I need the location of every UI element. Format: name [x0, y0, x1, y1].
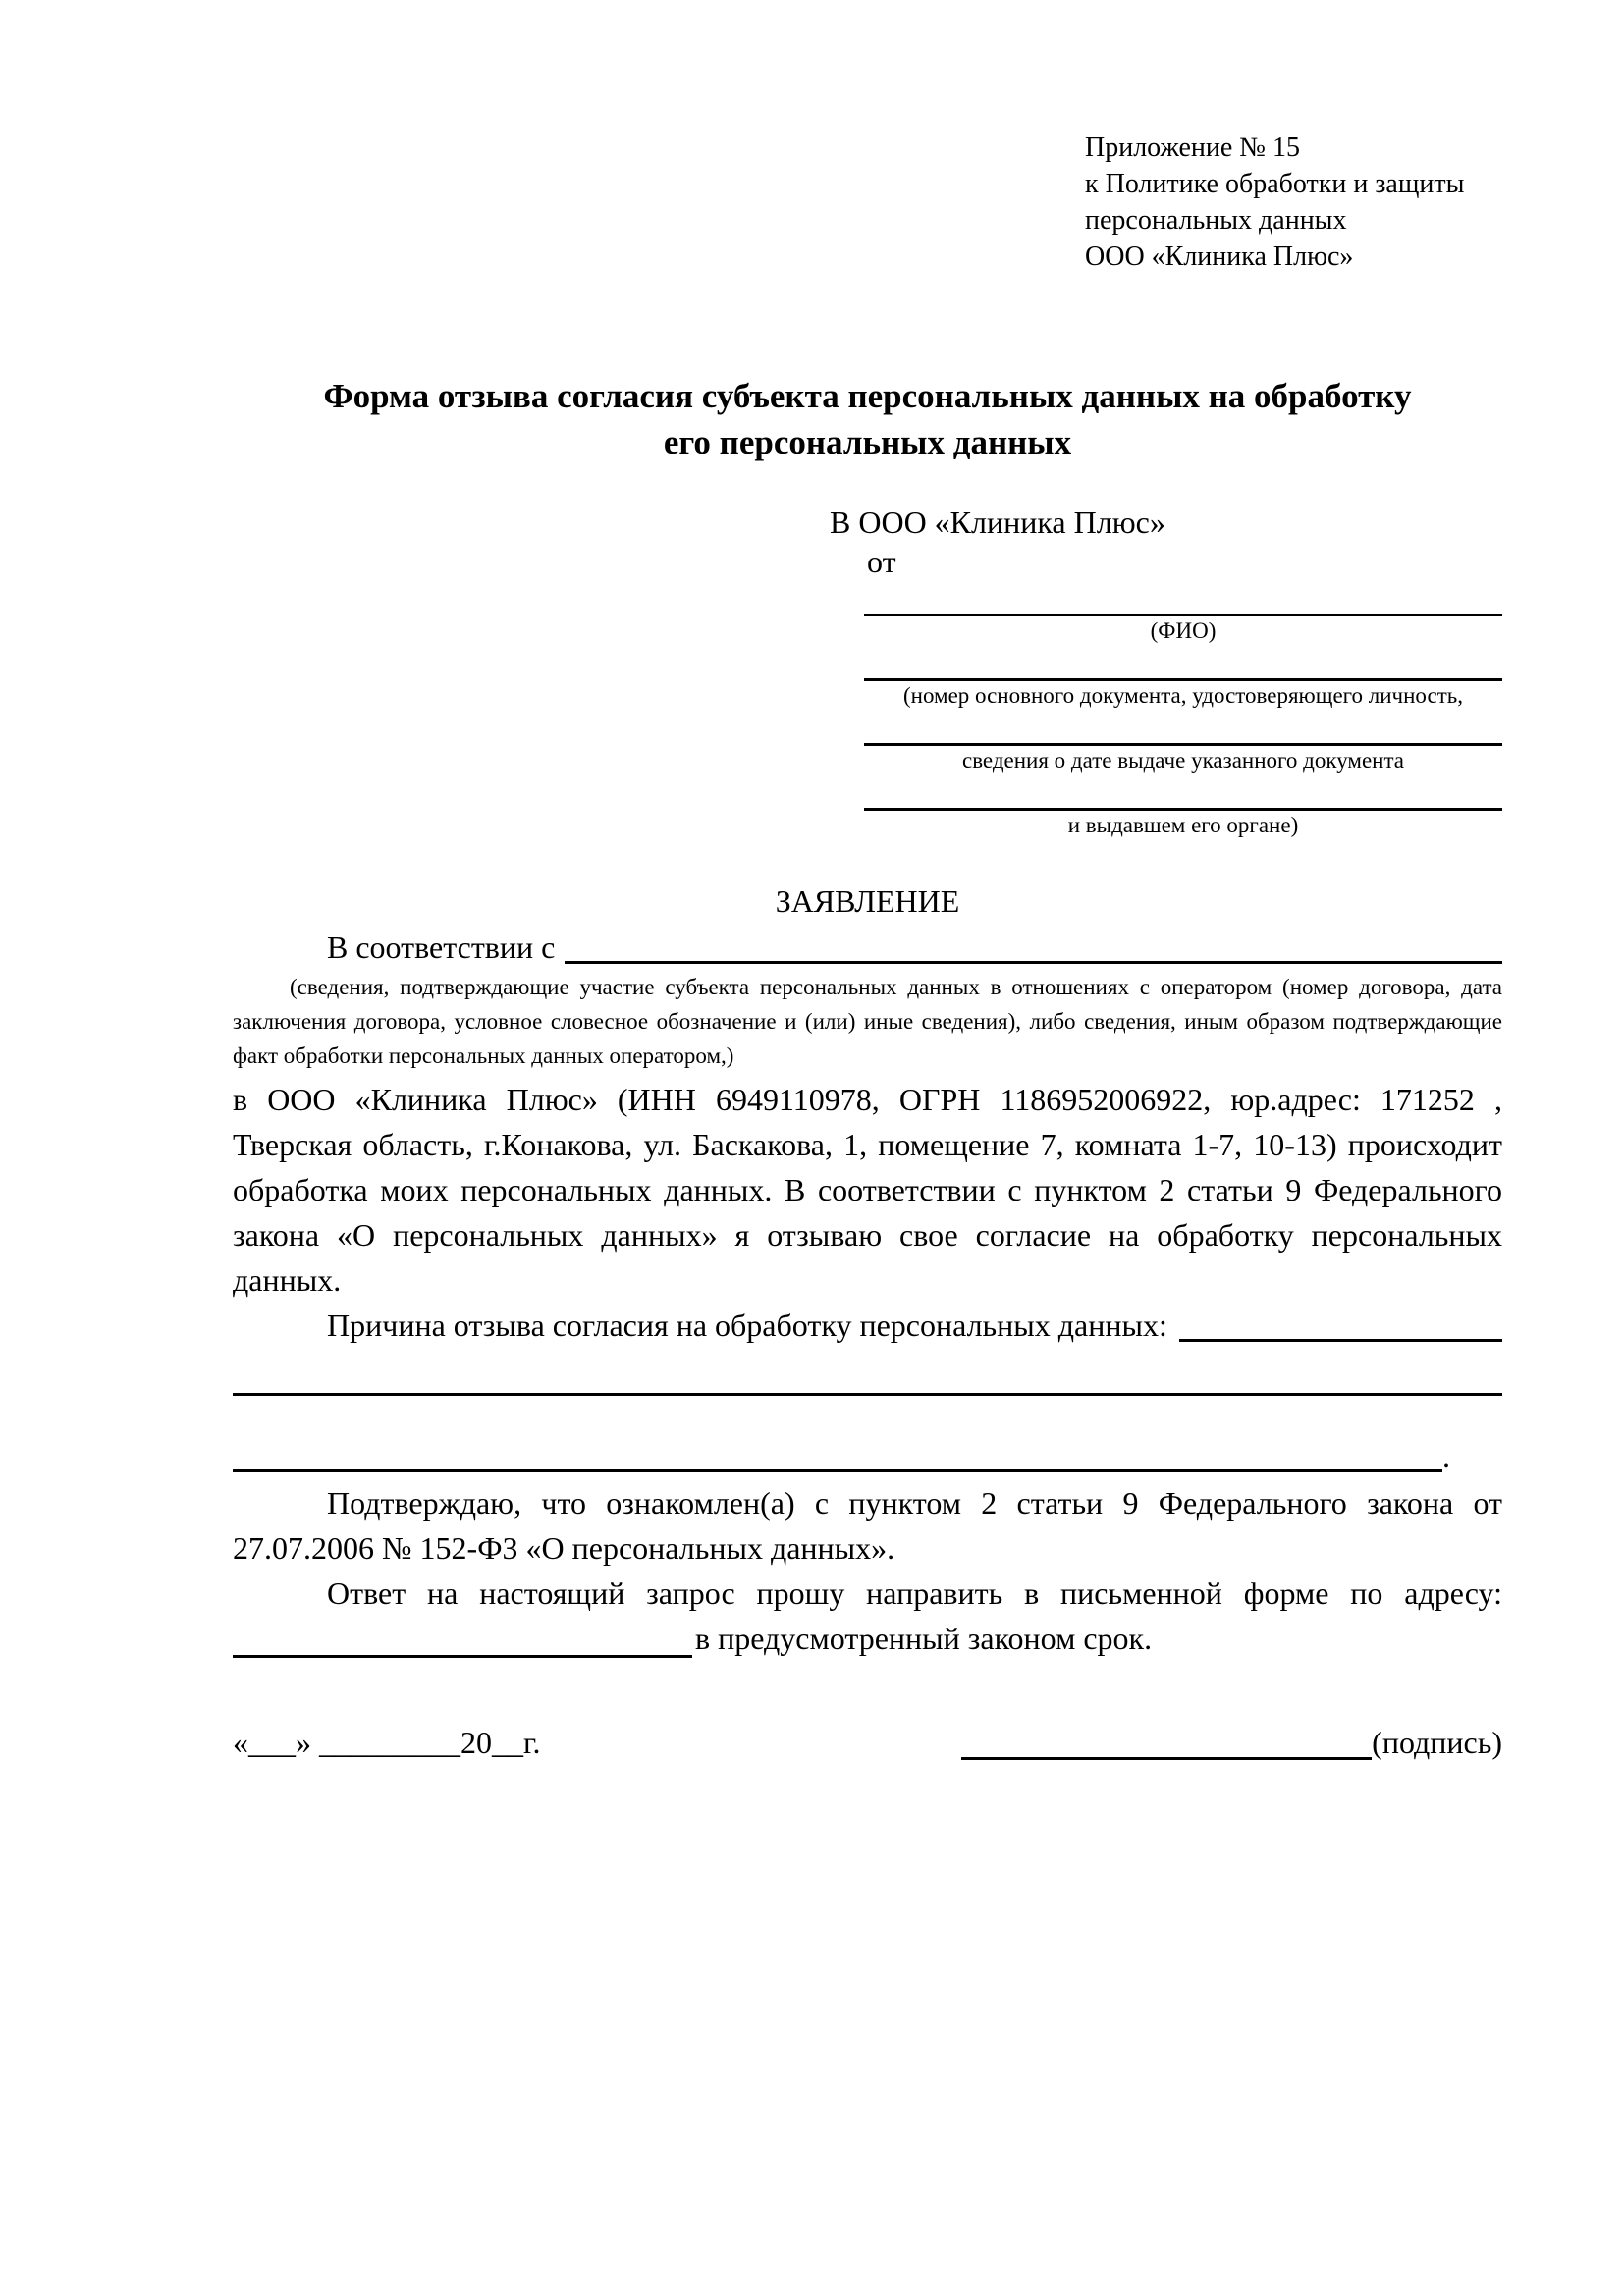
reason-blank-line-2-rule	[233, 1431, 1442, 1472]
confirmation-paragraph: Подтверждаю, что ознакомлен(а) с пунктом 2 статьи 9 Федерального закона от 27.07.2006 № 152-ФЗ «О персональных данных».	[233, 1485, 1502, 1566]
reason-blank-line-1	[233, 1393, 1502, 1396]
issue-date-blank-line	[864, 711, 1502, 746]
addressee-organization: В ООО «Клиника Плюс»	[830, 505, 1165, 540]
document-title-line: его персональных данных	[663, 423, 1072, 461]
signature-row	[233, 1722, 1502, 1763]
reason-line	[233, 1303, 1502, 1348]
reason-label: Причина отзыва согласия на обработку персональных данных:	[327, 1308, 1167, 1343]
fio-field	[864, 581, 1502, 646]
document-number-caption: (номер основного документа, удостоверяющего личность,	[902, 683, 1463, 708]
signature-blank-line	[961, 1722, 1372, 1760]
reason-blank-line-2	[233, 1431, 1502, 1472]
reply-address-blank-line	[233, 1616, 692, 1658]
reason-blank-line-inline	[1179, 1303, 1502, 1342]
issue-date-field	[864, 711, 1502, 775]
basis-footnote: (сведения, подтверждающие участие субъекта персональных данных в отношениях с оператором (номер договора, дата заключения договора, условное словесное обозначение и (или) иные сведения), либо сведения, иным образом подтверждающие факт обработки персональных данных оператором,)	[233, 975, 1502, 1068]
addressee-block	[830, 503, 1502, 840]
fio-blank-line	[864, 581, 1502, 616]
basis-prefix: В соответствии с	[327, 930, 556, 965]
basis-blank-line	[565, 925, 1502, 964]
body-paragraph: в ООО «Клиника Плюс» (ИНН 6949110978, ОГРН 1186952006922, юр.адрес: 171252 , Тверская область, г.Конакова, ул. Баскакова, 1, помещение 7, комната 1-7, 10-13) происходит обработка моих персональных данных. В соответствии с пунктом 2 статьи 9 Федерального закона «О персональных данных» я отзываю свое согласие на обработку персональных данных.	[233, 1082, 1502, 1298]
signature-caption: (подпись)	[1372, 1725, 1502, 1760]
signature-group	[961, 1722, 1502, 1763]
date-blank-line: «___» _________20__г.	[233, 1725, 541, 1760]
issuing-authority-blank-line	[864, 775, 1502, 811]
appendix-note	[1085, 130, 1502, 275]
appendix-note-line: персональных данных	[1085, 205, 1347, 236]
document-title-line: Форма отзыва согласия субъекта персональных данных на обработку	[323, 377, 1412, 415]
issuing-authority-field	[864, 775, 1502, 840]
document-number-field	[864, 646, 1502, 711]
appendix-note-line: Приложение № 15	[1085, 133, 1300, 163]
document-number-blank-line	[864, 646, 1502, 681]
reason-end-period: .	[1442, 1438, 1450, 1473]
document-title	[233, 373, 1502, 465]
issue-date-caption: сведения о дате выдаче указанного документа	[961, 748, 1405, 773]
issuing-authority-caption: и выдавшем его органе)	[1067, 813, 1299, 837]
reply-suffix: в предусмотренный законом срок.	[695, 1621, 1153, 1656]
reply-request-line: Ответ на настоящий запрос прошу направить в письменной форме по адресу:	[327, 1575, 1502, 1611]
statement-heading: ЗАЯВЛЕНИЕ	[775, 883, 960, 919]
basis-line	[233, 925, 1502, 970]
fio-caption: (ФИО)	[1150, 618, 1217, 643]
reply-address-line	[233, 1616, 1502, 1661]
appendix-note-line: к Политике обработки и защиты	[1085, 169, 1465, 199]
appendix-note-line: ООО «Клиника Плюс»	[1085, 241, 1354, 272]
addressee-from-label: от	[867, 544, 896, 579]
